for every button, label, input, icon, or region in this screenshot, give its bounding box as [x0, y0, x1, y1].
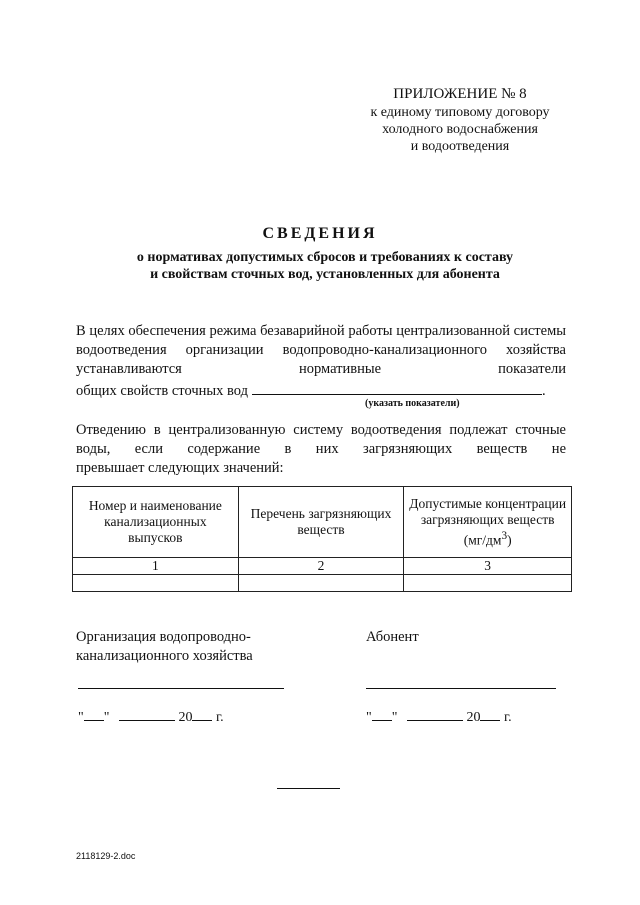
date-quote-close: " — [103, 710, 110, 725]
separator-line — [277, 788, 340, 789]
indicators-hint: (указать показатели) — [365, 398, 460, 409]
header-concentrations-end: ) — [507, 532, 512, 548]
document-subtitle — [100, 249, 550, 283]
paragraph-1-body: В целях обеспечения режима безаварийной работы централизованной системы водоотведения организации водопроводно-канализационного хозяйства устанавливаются нормативные показатели — [76, 323, 566, 377]
column-number-3: 3 — [404, 558, 572, 575]
year-blank — [192, 708, 212, 721]
date-suffix: г. — [503, 710, 512, 725]
month-blank — [407, 708, 463, 721]
date-year: 20 — [178, 710, 193, 725]
date-quote-open: " — [78, 710, 84, 725]
date-quote-open: " — [366, 710, 372, 725]
indicators-blank-line — [252, 380, 542, 395]
org-signature-label: Организация водопроводно-канализационного хозяйства — [76, 629, 253, 664]
date-suffix: г. — [215, 710, 224, 725]
table-row — [73, 575, 572, 592]
appendix-line-2: к единому типовому договору — [370, 105, 550, 120]
paragraph-1-last-text: общих свойств сточных вод — [76, 383, 248, 399]
appendix-line-4: и водоотведения — [410, 139, 510, 154]
month-blank — [119, 708, 175, 721]
paragraph-1-last-line — [76, 380, 546, 401]
document-title: СВЕДЕНИЯ — [262, 225, 378, 242]
subtitle-line-2: и свойствам сточных вод, установленных для абонента — [150, 267, 500, 282]
column-number-1: 1 — [73, 558, 239, 575]
header-concentrations — [404, 487, 572, 558]
paragraph-2-last-line: превышает следующих значений: — [76, 460, 284, 476]
day-blank — [84, 708, 104, 721]
document-number: 2118129-2.doc — [76, 851, 136, 861]
paragraph-1-period: . — [541, 383, 546, 399]
subscriber-date — [366, 708, 512, 726]
day-blank — [372, 708, 392, 721]
column-number-2: 2 — [238, 558, 404, 575]
subscriber-signature-label: Абонент — [366, 629, 419, 645]
empty-cell — [404, 575, 572, 592]
paragraph-2-body: Отведению в централизованную систему водоотведения подлежат сточные воды, если содержание в них загрязняющих веществ не — [76, 422, 566, 457]
table-header-row — [73, 487, 572, 558]
appendix-header — [320, 86, 600, 155]
table-row — [73, 558, 572, 575]
date-quote-close: " — [391, 710, 398, 725]
header-pollutants: Перечень загрязняющих веществ — [238, 487, 404, 558]
norms-table — [72, 486, 572, 592]
empty-cell — [238, 575, 404, 592]
org-date — [78, 708, 224, 726]
appendix-number: ПРИЛОЖЕНИЕ № 8 — [393, 86, 527, 102]
date-year: 20 — [466, 710, 481, 725]
subscriber-signature-line — [366, 688, 556, 689]
header-outlets: Номер и наименование канализационных выпусков — [73, 487, 239, 558]
appendix-line-3: холодного водоснабжения — [382, 122, 538, 137]
org-signature-line — [78, 688, 284, 689]
empty-cell — [73, 575, 239, 592]
header-concentrations-sup: 3 — [501, 529, 508, 542]
year-blank — [480, 708, 500, 721]
subtitle-line-1: о нормативах допустимых сбросов и требованиях к составу — [136, 250, 514, 265]
header-concentrations-text: Допустимые концентрации загрязняющих веществ (мг/дм — [409, 495, 567, 548]
